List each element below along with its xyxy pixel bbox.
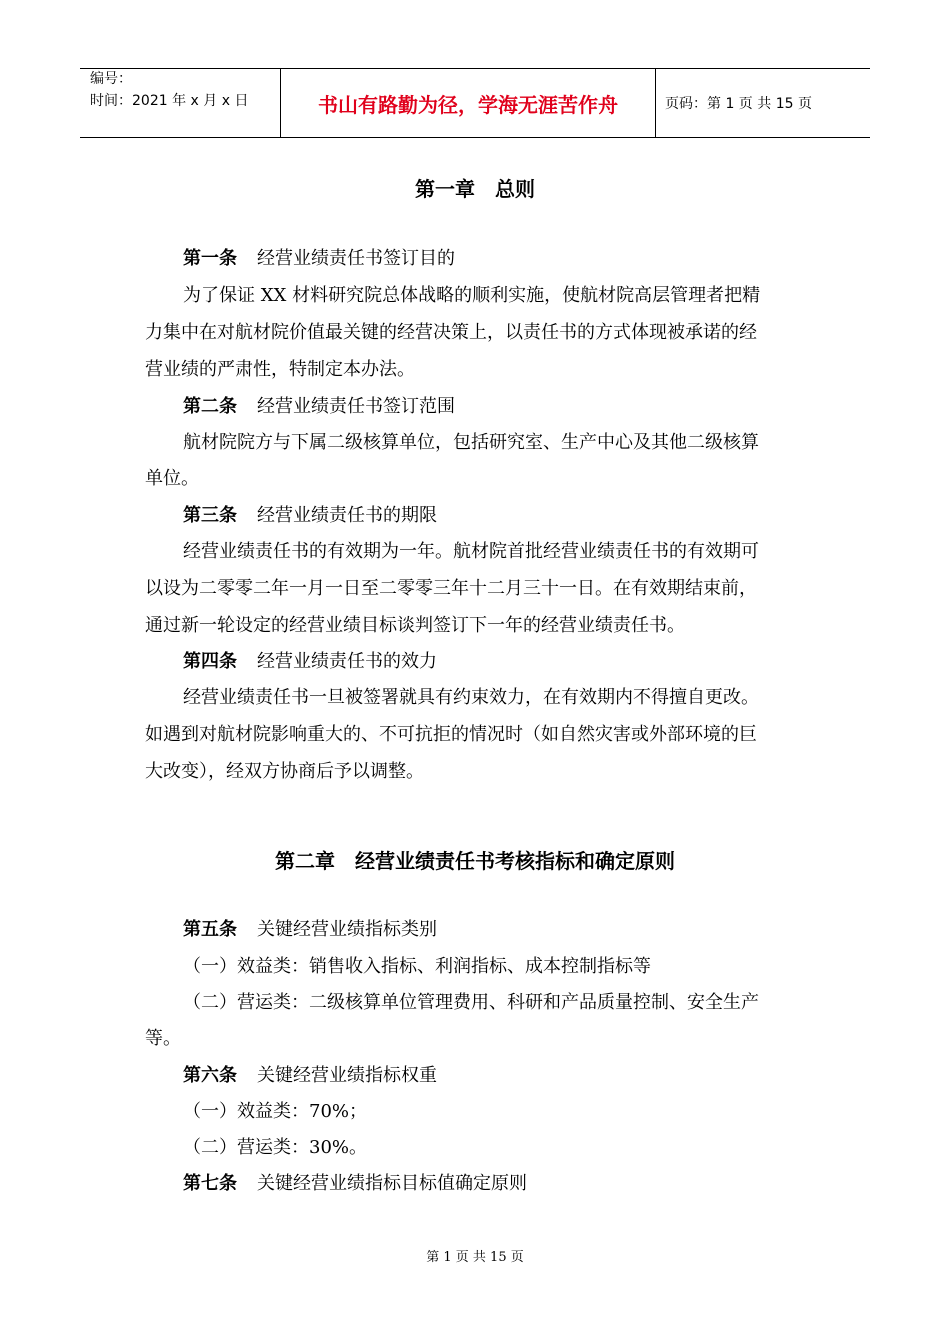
article-7-heading bbox=[183, 1172, 527, 1196]
paragraph-line: 航材院院方与下属二级核算单位，包括研究室、生产中心及其他二级核算 bbox=[183, 432, 759, 453]
article-4-title: 经营业绩责任书的效力 bbox=[257, 651, 437, 672]
article-7-title: 关键经营业绩指标目标值确定原则 bbox=[257, 1173, 527, 1194]
article-4-heading bbox=[183, 650, 437, 674]
page-info: 页码：第 1 页 共 15 页 bbox=[665, 96, 812, 112]
paragraph-line: 营业绩的严肃性，特制定本办法。 bbox=[145, 359, 415, 380]
document-header bbox=[80, 68, 870, 138]
article-1-heading bbox=[183, 247, 455, 271]
article-5-title: 关键经营业绩指标类别 bbox=[257, 919, 437, 940]
chapter-1-title: 第一章 总则 bbox=[415, 177, 535, 201]
paragraph-line: 大改变），经双方协商后予以调整。 bbox=[145, 761, 424, 782]
page-footer: 第 1 页 共 15 页 bbox=[426, 1250, 524, 1265]
article-5-heading bbox=[183, 918, 437, 942]
article-6-heading bbox=[183, 1064, 437, 1088]
paragraph-line: （二）营运类：30%。 bbox=[183, 1137, 368, 1158]
time-label: 时间：2021 年 x 月 x 日 bbox=[90, 93, 249, 109]
article-7-label: 第七条 bbox=[183, 1173, 237, 1194]
article-3-label: 第三条 bbox=[183, 505, 237, 526]
paragraph-line: 单位。 bbox=[145, 468, 199, 489]
article-6-label: 第六条 bbox=[183, 1065, 237, 1086]
paragraph-line: 力集中在对航材院价值最关键的经营决策上，以责任书的方式体现被承诺的经 bbox=[145, 322, 757, 343]
article-6-title: 关键经营业绩指标权重 bbox=[257, 1065, 437, 1086]
header-left-cell bbox=[80, 69, 280, 137]
motto: 书山有路勤为径，学海无涯苦作舟 bbox=[280, 69, 656, 137]
paragraph-line: 经营业绩责任书的有效期为一年。航材院首批经营业绩责任书的有效期可 bbox=[183, 541, 759, 562]
article-2-label: 第二条 bbox=[183, 396, 237, 417]
paragraph-line: 通过新一轮设定的经营业绩目标谈判签订下一年的经营业绩责任书。 bbox=[145, 615, 685, 636]
article-1-label: 第一条 bbox=[183, 248, 237, 269]
paragraph-line: 经营业绩责任书一旦被签署就具有约束效力，在有效期内不得擅自更改。 bbox=[183, 687, 759, 708]
chapter-2-title: 第二章 经营业绩责任书考核指标和确定原则 bbox=[275, 849, 675, 873]
paragraph-line: （一）效益类：销售收入指标、利润指标、成本控制指标等 bbox=[183, 956, 651, 977]
paragraph-line: （一）效益类：70%； bbox=[183, 1101, 368, 1122]
article-4-label: 第四条 bbox=[183, 651, 237, 672]
paragraph-line: 等。 bbox=[145, 1028, 181, 1049]
paragraph-line: 以设为二零零二年一月一日至二零零三年十二月三十一日。在有效期结束前， bbox=[145, 578, 757, 599]
paragraph-line: （二）营运类：二级核算单位管理费用、科研和产品质量控制、安全生产 bbox=[183, 992, 759, 1013]
article-1-title: 经营业绩责任书签订目的 bbox=[257, 248, 455, 269]
number-label: 编号： bbox=[90, 71, 132, 87]
paragraph-line: 如遇到对航材院影响重大的、不可抗拒的情况时（如自然灾害或外部环境的巨 bbox=[145, 724, 757, 745]
article-2-heading bbox=[183, 395, 455, 419]
article-3-heading bbox=[183, 504, 437, 528]
article-5-label: 第五条 bbox=[183, 919, 237, 940]
article-3-title: 经营业绩责任书的期限 bbox=[257, 505, 437, 526]
article-2-title: 经营业绩责任书签订范围 bbox=[257, 396, 455, 417]
paragraph-line: 为了保证 XX 材料研究院总体战略的顺利实施，使航材院高层管理者把精 bbox=[183, 285, 761, 306]
